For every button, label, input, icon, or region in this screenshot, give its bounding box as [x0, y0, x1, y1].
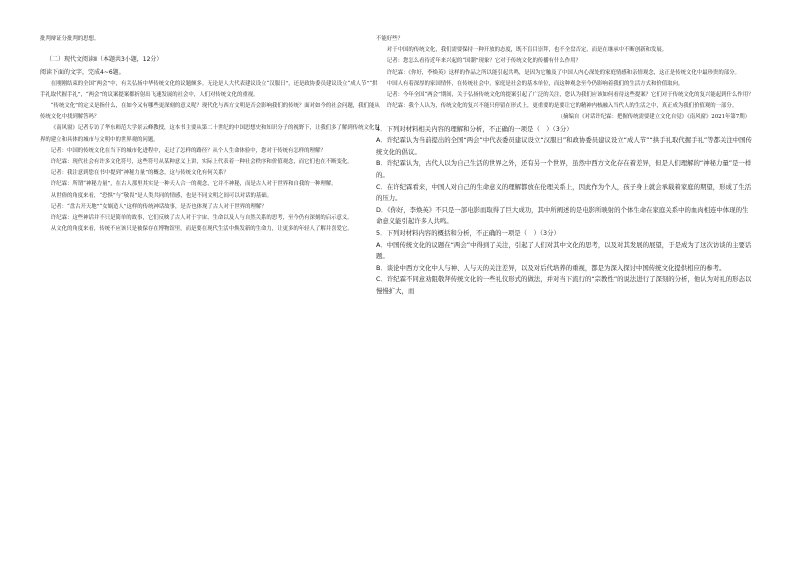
- question-5-stem: 5．下列对材料内容的概括和分析，不正确的一项是（ ）（3分）: [376, 228, 560, 237]
- paragraph: 记者：今年全国“两会”期间，关于弘扬传统文化的提案引起了广泛的关注，您认为我们应该如何看待这些提案？它们对于传统文化的复兴能起到什么作用？: [386, 92, 754, 99]
- right-column: [376, 34, 754, 554]
- paragraph: 记者：您怎么看待近年来兴起的“国潮”现象？它对于传统文化的传播有什么作用？: [386, 58, 581, 65]
- paragraph: 从文化的角度来看，传统不应该只是被保存在博物馆里，而是要在现代生活中焕发新的生命力，让更多的年轻人了解并喜爱它。: [50, 226, 353, 233]
- paragraph: 《南风窗》记者专访了华东师范大学景云峰教授，这本书主要从第二十世纪的中国思想史和知识分子的视野下，让我们多了解到传统文化世界的建立和具体的城市与文明中的世界观的问题。: [40, 125, 380, 143]
- paragraph: 许纪霖：所谓“神秘力量”，在古人那里其实是一种天人合一的观念，它并不神秘，而是古人对于世界和自我的一种理解。: [50, 181, 337, 188]
- instruction: 阅读下面的文字，完成4~6题。: [40, 69, 125, 77]
- paragraph: 中国人有着深厚的家国情怀，在传统社会中，家庭是社会的基本单位，而这种观念至今仍影响着我们的生活方式和价值取向。: [386, 80, 684, 87]
- question-4-option-b: B．许纪霖认为，古代人以为自己生活的世界之外，还有另一个世界，虽然中西方文化存在着差异，但是人们理解的“神秘力量”是一样的。: [376, 159, 752, 179]
- question-4-option-c: C．在许纪霖看来，中国人对自己的生命意义的理解都放在伦理关系上，因此作为个人，孩子身上就会承载着家庭的期望，形成了生活的压力。: [376, 182, 752, 203]
- paragraph: 记者：我注意到您在书中提到“神秘力量”的概念，这与传统文化有何关系？: [50, 170, 229, 177]
- paragraph: 记者：“盘古开天地”“女娲造人”这样的传统神话故事，是否也体现了古人对于世界的理解？: [50, 203, 267, 210]
- paragraph: 许纪霖：现代社会有许多文化符号，这些符号从某种意义上讲，实际上代表着一种社会秩序和价值观念，而它们也在不断变化。: [50, 159, 353, 166]
- question-4-option-d: D．《你好，李焕英》不只是一部电影而取得了巨大成功，其中所阐述的是电影所映射的个体生命在家庭关系中的血肉相连中体现的生命意义能引起许多人共鸣。: [376, 205, 749, 226]
- carryover-line: 不能好些？: [376, 36, 403, 42]
- section-heading: （二）现代文阅读Ⅱ（本题共3小题，12分）: [46, 56, 163, 64]
- question-5-option-c: C．许纪霖不同意劝阻敬拜传统文化的一些礼仪形式的做法，并对当下流行的“宗教性”的说法进行了深刻的分析，他认为对礼的形态以慢慢扩大，而: [376, 275, 752, 295]
- paragraph: 许纪霖：《你好，李焕英》这样的作品之所以能引起共鸣，是因为它触及了中国人内心深处的家庭情感和亲情观念，这正是传统文化中最珍贵的部分。: [386, 69, 740, 76]
- paragraph: “传统文化”的定义是指什么，在如今又有哪些更深刻的意义呢？现代化与西方文明是否会影响我们的传统？面对如今的社会问题，我们能从传统文化中找到解答吗？: [40, 103, 380, 121]
- question-4-stem: 4．下列对材料相关内容的理解和分析，不正确的一项是（ ）（3分）: [376, 124, 573, 133]
- question-5-option-a: A．中国传统文化的议题在“两会”中得到了关注，引起了人们对其中文化的思考，以及对其发展的展望，于是成为了这次访谈的主要话题。: [376, 240, 752, 261]
- paragraph: 许纪霖：这些神话并不只是简单的故事，它们反映了古人对于宇宙、生命以及人与自然关系的思考，至今仍有深刻的启示意义。: [50, 215, 353, 222]
- source-citation: （摘编自《对话许纪霖：把握传统需要建立文化自觉》《南风窗》2021年第7期）: [557, 114, 750, 121]
- paragraph: 在刚刚结束的全国“两会”中，有关弘扬中华传统文化的议题颇多。无论是人大代表建议设立“汉服日”，还是政协委员建议设立“成人节”“拱手礼取代握手礼”，“两会”的议案提案都折射出飞速发展的社会中，人们对传统文化的重视。: [40, 80, 378, 98]
- left-column: [40, 34, 382, 554]
- paragraph: 许纪霖：我个人认为，传统文化的复兴不能只停留在形式上，更重要的是要让它的精神内核融入当代人的生活之中，真正成为我们价值观的一部分。: [386, 103, 738, 110]
- paragraph: 对于中国的传统文化，我们需要保持一种开放的态度，既不盲目崇拜，也不全盘否定，而是在继承中不断创新和发展。: [386, 47, 668, 54]
- question-4-option-a: A．许纪霖认为当前提出的全国“两会”中代表委员建议设立“汉服日”和政协委员建议设立“成人节”“拱手礼取代握手礼”等都关注中国传统文化的倡议。: [376, 136, 752, 156]
- paragraph: 从世俗的角度来看，“恐惧”与“敬畏”是人类共同的情感，也是不同文明之间可以对话的基础。: [50, 192, 273, 199]
- carryover-line: 批判辩证分批判的思想。: [40, 36, 100, 42]
- question-5-option-b: B．谈论中西方文化中人与神、人与天的关注差异，以及对后代培养的重视，都是为深入探讨中国传统文化提供相应的参考。: [376, 263, 726, 272]
- paragraph: 记者：中国的传统文化在当下的城市化进程中，走过了怎样的路径？从个人生命体验中，您对于传统有怎样的理解？: [50, 147, 326, 154]
